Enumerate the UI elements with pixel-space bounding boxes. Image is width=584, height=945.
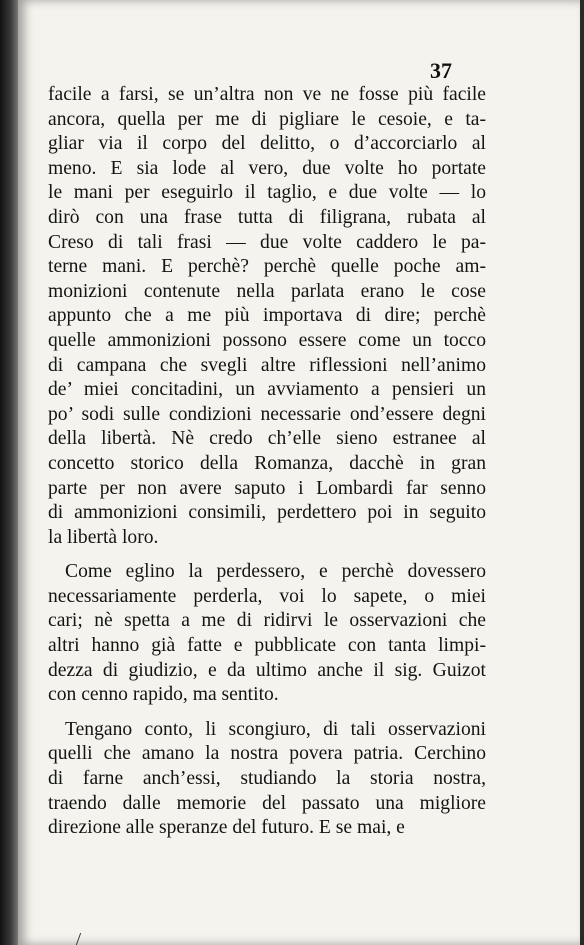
paragraph [48,718,486,841]
text-line: della libertà. Nè credo ch’elle sieno estranee al [48,428,486,450]
text-line: quelli che amano la nostra povera patria. Cerchino [48,743,486,765]
text-line: altri hanno già fatte e pubblicate con tanta limpi- [48,635,486,657]
text-line: di ammonizioni consimili, perdettero poi in seguito [48,502,486,524]
paragraph [48,560,486,708]
text-line: appunto che a me più importava di dire; perchè [48,305,486,327]
text-line: traendo dalle memorie del passato una migliore [48,792,486,814]
text-line: la libertà loro. [48,526,159,548]
text-line: quelle ammonizioni possono essere come un tocco [48,329,486,351]
text-line: le mani per eseguirlo il taglio, e due volte — lo [48,182,486,204]
text-line: Creso di tali frasi — due volte caddero le pa- [48,231,486,253]
text-line: dezza di giudizio, e da ultimo anche il sig. Guizot [48,659,486,681]
paragraph-gap [48,550,486,560]
text-line: dirò con una frase tutta di filigrana, rubata al [48,206,486,228]
text-line: parte per non avere saputo i Lombardi far senno [48,477,486,499]
book-page [18,0,580,945]
text-line: concetto storico della Romanza, dacchè in gran [48,452,486,474]
text-line: terne mani. E perchè? perchè quelle poche am- [48,256,486,278]
text-line: meno. E sia lode al vero, due volte ho portate [48,157,486,179]
text-line: de’ miei concitadini, un avviamento a pensieri un [48,379,486,401]
text-line: ancora, quella per me di pigliare le cesoie, e ta- [48,108,486,130]
text-line: gliar via il corpo del delitto, o d’accorciarlo al [48,133,486,155]
text-line: direzione alle speranze del futuro. E se mai, e [48,817,405,839]
text-line: po’ sodi sulle condizioni necessarie ond’essere degni [48,403,486,425]
pencil-mark [76,933,95,945]
paragraph [48,83,486,550]
text-line: cari; nè spetta a me di ridirvi le osservazioni che [48,610,486,632]
text-line: facile a farsi, se un’altra non ve ne fosse più facile [48,84,486,105]
text-line: necessariamente perderla, voi lo sapete, o miei [48,585,486,607]
text-line: monizioni contenute nella parlata erano le cose [48,280,486,302]
page-body-text [48,83,486,841]
text-line: con cenno rapido, ma sentito. [48,684,279,706]
book-gutter [0,0,18,945]
page-number: 37 [430,58,452,83]
paragraph-gap [48,708,486,718]
text-line: di farne anch’essi, studiando la storia nostra, [48,768,486,790]
text-line: Tengano conto, li scongiuro, di tali osservazioni [65,718,486,740]
text-line: Come eglino la perdessero, e perchè dovessero [65,561,486,583]
text-line: di campana che svegli altre riflessioni nell’animo [48,354,486,376]
